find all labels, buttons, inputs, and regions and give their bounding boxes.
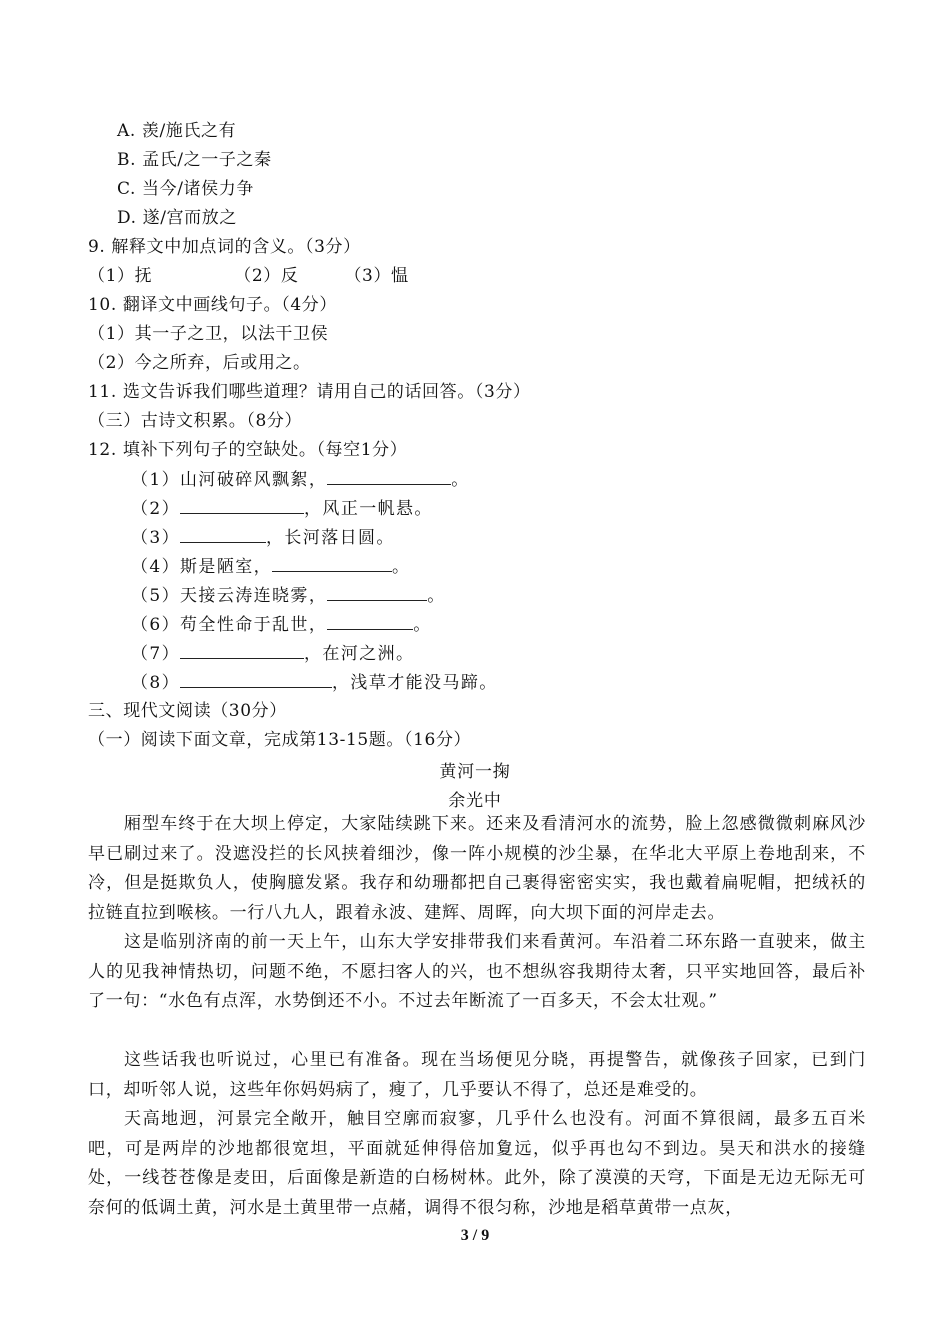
reading-intro: （一）阅读下面文章，完成第13-15题。（16分） [88, 730, 472, 750]
fill-item-before: 天接云涛连晓雾， [180, 586, 328, 606]
page-number: 3 / 9 [460, 1227, 490, 1244]
question-9: 9. 解释文中加点词的含义。（3分） [88, 237, 361, 257]
article-paragraph-1: 厢型车终于在大坝上停定，大家陆续跳下来。还来及看清河水的流势，脸上忽感微微刺麻风沙早已刷过来了。没遮没拦的长风挟着细沙，像一阵小规模的沙尘暴，在华北大平原上卷地刮来，不冷，但是挺欺负人，使胸臆发紧。我存和幼珊都把自己裹得密密实实，我也戴着扁呢帽，把绒袄的拉链直拉到喉核。一行八九人，跟着永波、建辉、周晖，向大坝下面的河岸走去。 [88, 814, 866, 923]
fill-item-after: ，浅草才能没马蹄。 [332, 673, 498, 693]
article-author: 余光中 [448, 791, 502, 811]
q9-item-3: （3）愠 [344, 266, 409, 286]
answer-blank[interactable] [327, 614, 413, 630]
fill-item-2 [131, 498, 911, 519]
fill-item-after: 。 [451, 470, 470, 490]
fill-item-number: （4） [131, 557, 181, 577]
fill-item-after: 。 [413, 615, 432, 635]
fill-item-number: （6） [131, 615, 181, 635]
fill-item-number: （1） [131, 470, 181, 490]
article-paragraph-2: 这是临别济南的前一天上午，山东大学安排带我们来看黄河。车沿着二环东路一直驶来，做主人的见我神情热切，问题不绝，不愿扫客人的兴，也不想纵容我期待太奢，只平实地回答，最后补了一句：“水色有点浑，水势倒还不小。不过去年断流了一百多天，不会太壮观。” [88, 932, 866, 1011]
fill-item-after: 。 [392, 557, 411, 577]
fill-item-6 [131, 614, 911, 635]
option-a: A. 羡/施氏之有 [117, 121, 237, 141]
fill-item-number: （7） [131, 644, 181, 664]
fill-item-7 [131, 643, 911, 664]
question-9-items [88, 266, 868, 286]
option-b: B. 孟氏/之一子之秦 [117, 150, 272, 170]
answer-blank[interactable] [327, 469, 451, 485]
fill-item-number: （3） [131, 528, 181, 548]
section-modern-reading: 三、现代文阅读（30分） [88, 701, 287, 721]
fill-item-after: ，风正一帆悬。 [304, 499, 433, 519]
fill-item-after: ，在河之洲。 [304, 644, 415, 664]
q9-item-2: （2）反 [234, 266, 299, 286]
q9-item-1: （1）抚 [88, 266, 153, 286]
fill-item-number: （2） [131, 499, 181, 519]
option-d: D. 遂/宫而放之 [117, 208, 237, 228]
question-11: 11. 选文告诉我们哪些道理？请用自己的话回答。（3分） [88, 382, 531, 402]
fill-item-number: （8） [131, 673, 181, 693]
question-10: 10. 翻译文中画线句子。（4分） [88, 295, 337, 315]
fill-item-5 [131, 585, 911, 606]
fill-item-before: 苟全性命于乱世， [180, 615, 328, 635]
answer-blank[interactable] [180, 498, 304, 514]
article-title: 黄河一掬 [439, 762, 511, 782]
fill-item-1 [131, 469, 911, 490]
fill-item-after: ，长河落日圆。 [266, 528, 395, 548]
option-c: C. 当今/诸侯力争 [117, 179, 254, 199]
answer-blank[interactable] [272, 556, 392, 572]
fill-item-4 [131, 556, 911, 577]
fill-item-after: 。 [427, 586, 446, 606]
fill-item-before: 斯是陋室， [180, 557, 273, 577]
answer-blank[interactable] [327, 585, 427, 601]
question-12: 12. 填补下列句子的空缺处。（每空1分） [88, 440, 408, 460]
section-poetry: （三）古诗文积累。（8分） [88, 411, 303, 431]
article-paragraph-4: 天高地迥，河景完全敞开，触目空廓而寂寥，几乎什么也没有。河面不算很阔，最多五百米吧，可是两岸的沙地都很宽坦，平面就延伸得倍加夐远，似乎再也勾不到边。昊天和洪水的接缝处，一线苍苍像是麦田，后面像是新造的白杨树林。此外，除了漠漠的天穹，下面是无边无际无可奈何的低调土黄，河水是土黄里带一点赭，调得不很匀称，沙地是稻草黄带一点灰， [88, 1109, 866, 1218]
answer-blank[interactable] [180, 527, 266, 543]
fill-item-3 [131, 527, 911, 548]
fill-item-8 [131, 672, 911, 693]
q10-item-1: （1）其一子之卫，以法干卫侯 [88, 324, 329, 344]
answer-blank[interactable] [180, 672, 332, 688]
answer-blank[interactable] [180, 643, 304, 659]
article-paragraph-3: 这些话我也听说过，心里已有准备。现在当场便见分晓，再提警告，就像孩子回家，已到门口，却听邻人说，这些年你妈妈病了，瘦了，几乎要认不得了，总还是难受的。 [88, 1050, 866, 1100]
fill-item-before: 山河破碎风飘絮， [180, 470, 328, 490]
q10-item-2: （2）今之所弃，后或用之。 [88, 353, 311, 373]
fill-item-number: （5） [131, 586, 181, 606]
